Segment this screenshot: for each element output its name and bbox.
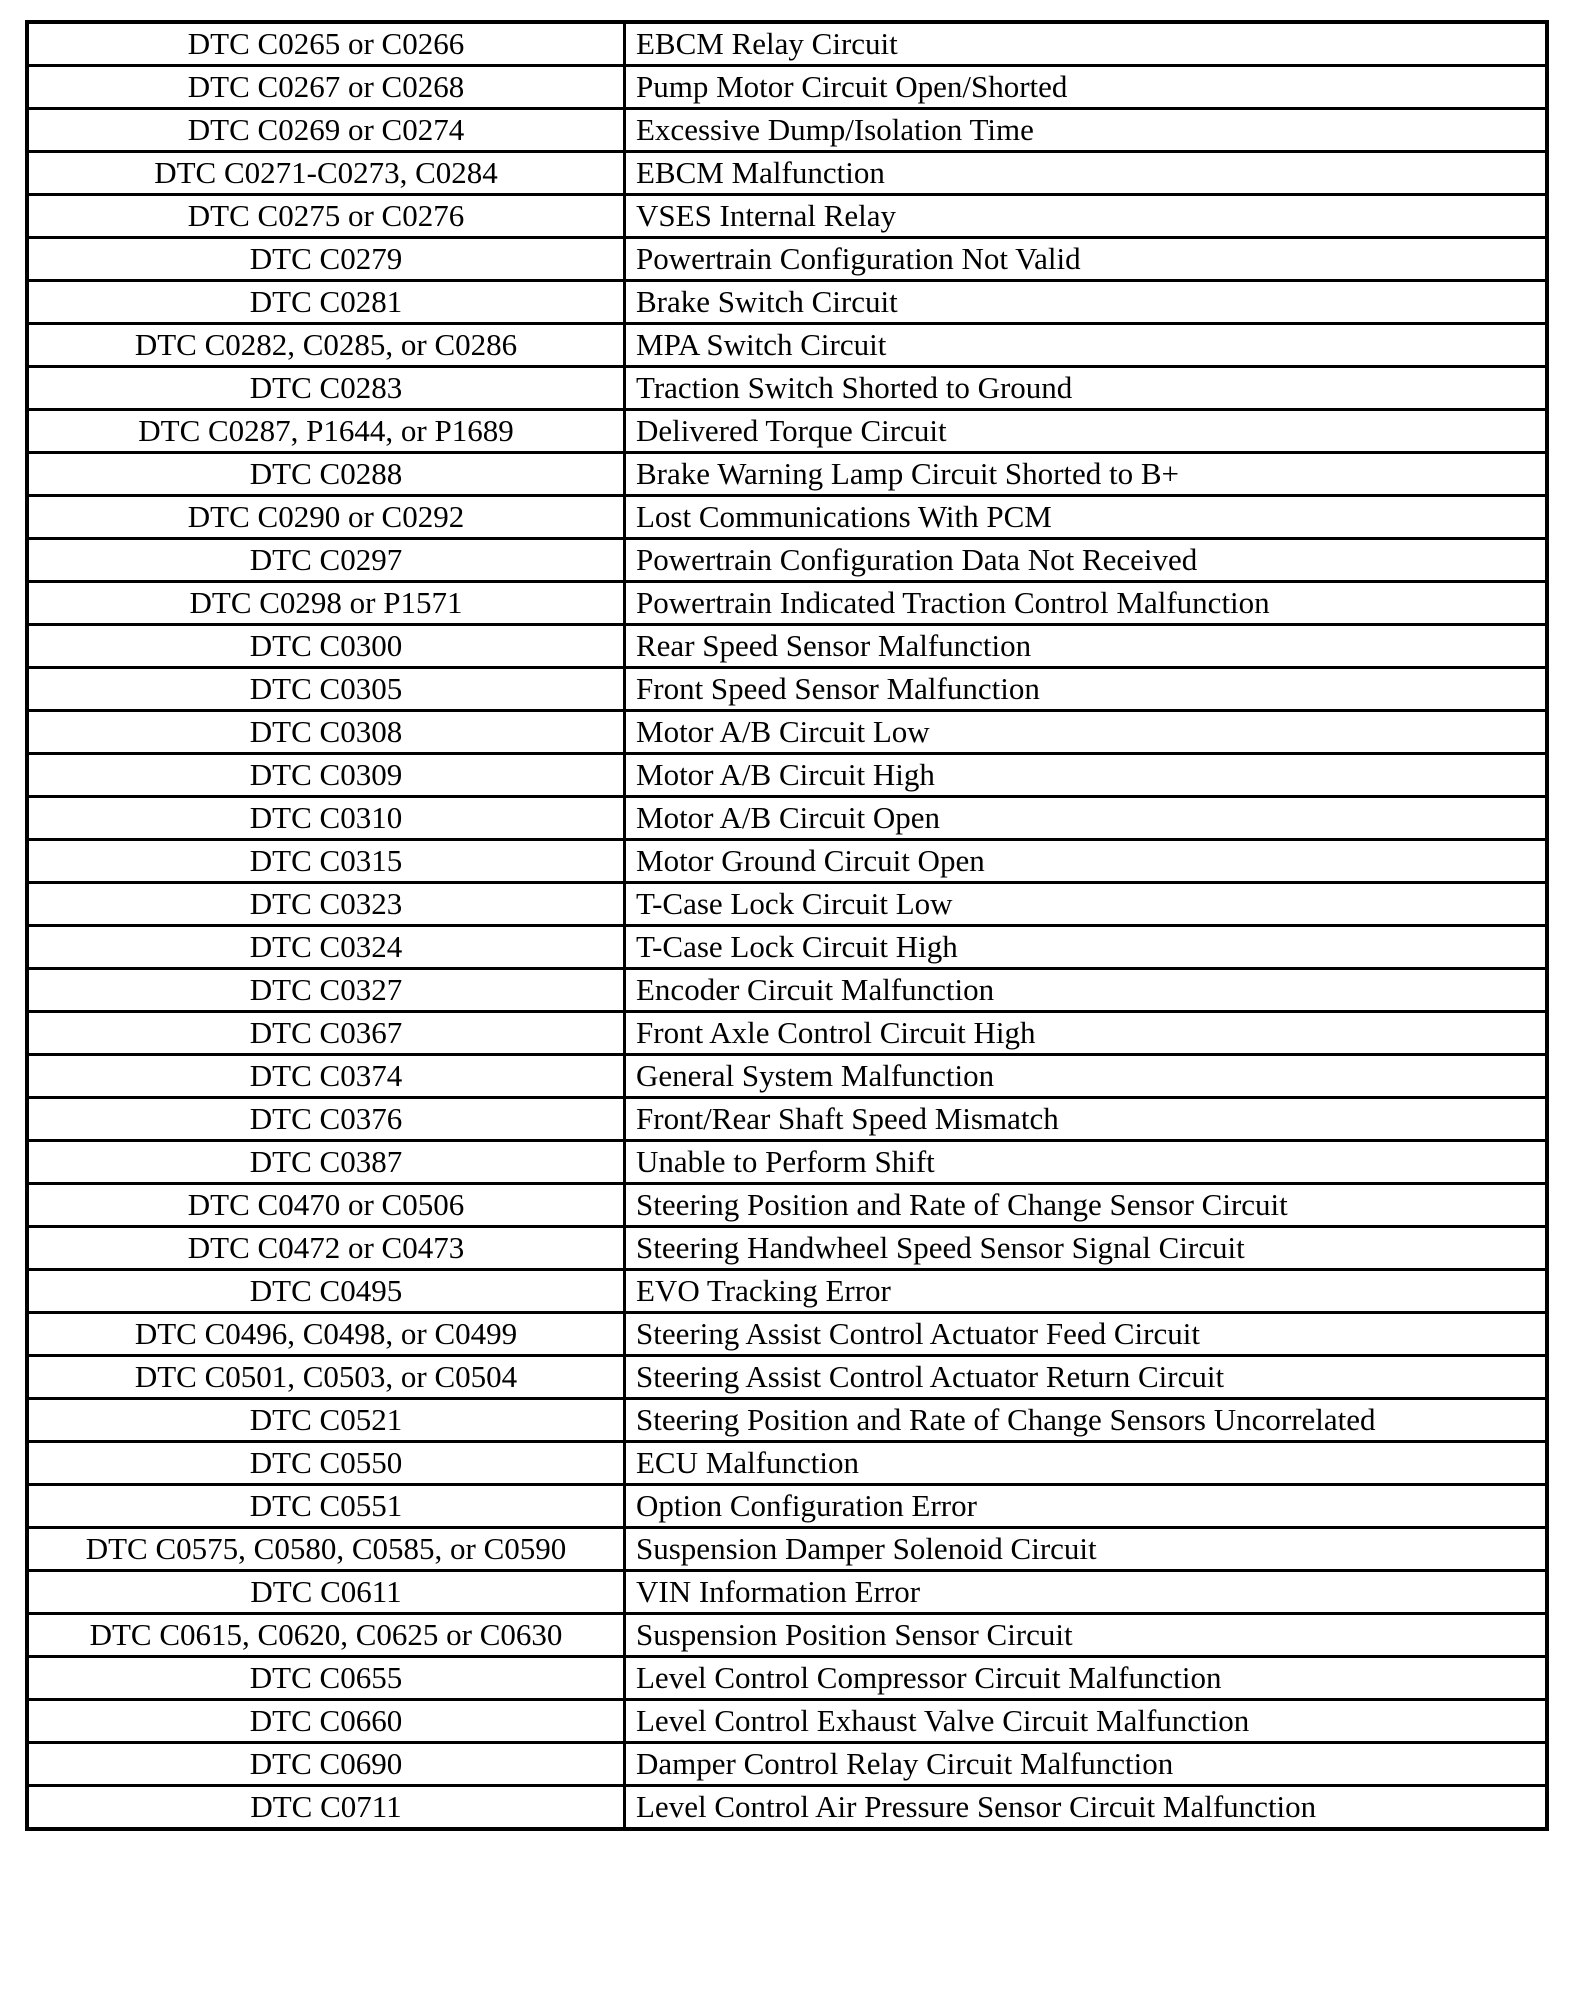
- table-row: [27, 281, 1547, 324]
- dtc-code-cell: DTC C0298 or P1571: [27, 582, 625, 625]
- table-row: [27, 625, 1547, 668]
- dtc-code-cell: DTC C0690: [27, 1743, 625, 1786]
- table-row: [27, 1227, 1547, 1270]
- dtc-code-cell: DTC C0288: [27, 453, 625, 496]
- table-row: [27, 840, 1547, 883]
- dtc-description-cell: T-Case Lock Circuit Low: [625, 883, 1548, 926]
- dtc-code-cell: DTC C0551: [27, 1485, 625, 1528]
- dtc-description-cell: Steering Position and Rate of Change Sensor Circuit: [625, 1184, 1548, 1227]
- table-row: [27, 1614, 1547, 1657]
- dtc-description-cell: Steering Assist Control Actuator Feed Circuit: [625, 1313, 1548, 1356]
- dtc-description-cell: T-Case Lock Circuit High: [625, 926, 1548, 969]
- table-row: [27, 1141, 1547, 1184]
- dtc-code-cell: DTC C0501, C0503, or C0504: [27, 1356, 625, 1399]
- dtc-description-cell: Front Speed Sensor Malfunction: [625, 668, 1548, 711]
- dtc-code-cell: DTC C0275 or C0276: [27, 195, 625, 238]
- dtc-description-cell: Steering Handwheel Speed Sensor Signal Circuit: [625, 1227, 1548, 1270]
- dtc-code-cell: DTC C0281: [27, 281, 625, 324]
- dtc-code-cell: DTC C0496, C0498, or C0499: [27, 1313, 625, 1356]
- table-row: [27, 754, 1547, 797]
- dtc-code-cell: DTC C0611: [27, 1571, 625, 1614]
- table-row: [27, 969, 1547, 1012]
- dtc-description-cell: Powertrain Configuration Not Valid: [625, 238, 1548, 281]
- dtc-description-cell: Powertrain Configuration Data Not Received: [625, 539, 1548, 582]
- table-row: [27, 1571, 1547, 1614]
- dtc-description-cell: Level Control Compressor Circuit Malfunction: [625, 1657, 1548, 1700]
- dtc-description-cell: EVO Tracking Error: [625, 1270, 1548, 1313]
- dtc-code-cell: DTC C0327: [27, 969, 625, 1012]
- dtc-description-cell: Steering Position and Rate of Change Sensors Uncorrelated: [625, 1399, 1548, 1442]
- table-row: [27, 1743, 1547, 1786]
- table-row: [27, 1700, 1547, 1743]
- dtc-code-cell: DTC C0324: [27, 926, 625, 969]
- dtc-code-cell: DTC C0323: [27, 883, 625, 926]
- table-row: [27, 1657, 1547, 1700]
- table-row: [27, 367, 1547, 410]
- dtc-description-cell: Steering Assist Control Actuator Return Circuit: [625, 1356, 1548, 1399]
- table-row: [27, 1055, 1547, 1098]
- table-row: [27, 1399, 1547, 1442]
- dtc-code-cell: DTC C0282, C0285, or C0286: [27, 324, 625, 367]
- table-row: [27, 539, 1547, 582]
- dtc-code-cell: DTC C0271-C0273, C0284: [27, 152, 625, 195]
- table-row: [27, 195, 1547, 238]
- dtc-description-cell: Lost Communications With PCM: [625, 496, 1548, 539]
- dtc-description-cell: Unable to Perform Shift: [625, 1141, 1548, 1184]
- table-row: [27, 1012, 1547, 1055]
- dtc-description-cell: Damper Control Relay Circuit Malfunction: [625, 1743, 1548, 1786]
- dtc-table: [25, 20, 1549, 1831]
- dtc-code-cell: DTC C0655: [27, 1657, 625, 1700]
- dtc-description-cell: VIN Information Error: [625, 1571, 1548, 1614]
- dtc-description-cell: Level Control Air Pressure Sensor Circuit Malfunction: [625, 1786, 1548, 1830]
- dtc-description-cell: Powertrain Indicated Traction Control Malfunction: [625, 582, 1548, 625]
- dtc-description-cell: Level Control Exhaust Valve Circuit Malfunction: [625, 1700, 1548, 1743]
- dtc-description-cell: Delivered Torque Circuit: [625, 410, 1548, 453]
- dtc-code-cell: DTC C0367: [27, 1012, 625, 1055]
- table-row: [27, 238, 1547, 281]
- table-row: [27, 1184, 1547, 1227]
- dtc-code-cell: DTC C0297: [27, 539, 625, 582]
- table-row: [27, 324, 1547, 367]
- dtc-code-cell: DTC C0283: [27, 367, 625, 410]
- table-row: [27, 883, 1547, 926]
- table-row: [27, 1786, 1547, 1830]
- dtc-code-cell: DTC C0309: [27, 754, 625, 797]
- dtc-description-cell: Encoder Circuit Malfunction: [625, 969, 1548, 1012]
- table-row: [27, 66, 1547, 109]
- dtc-description-cell: Pump Motor Circuit Open/Shorted: [625, 66, 1548, 109]
- dtc-code-cell: DTC C0300: [27, 625, 625, 668]
- dtc-description-cell: VSES Internal Relay: [625, 195, 1548, 238]
- dtc-code-cell: DTC C0521: [27, 1399, 625, 1442]
- dtc-description-cell: Option Configuration Error: [625, 1485, 1548, 1528]
- dtc-code-cell: DTC C0279: [27, 238, 625, 281]
- dtc-description-cell: MPA Switch Circuit: [625, 324, 1548, 367]
- table-row: [27, 797, 1547, 840]
- dtc-description-cell: Front Axle Control Circuit High: [625, 1012, 1548, 1055]
- dtc-code-cell: DTC C0305: [27, 668, 625, 711]
- table-row: [27, 926, 1547, 969]
- table-row: [27, 410, 1547, 453]
- table-row: [27, 1442, 1547, 1485]
- dtc-description-cell: Traction Switch Shorted to Ground: [625, 367, 1548, 410]
- table-row: [27, 668, 1547, 711]
- dtc-code-cell: DTC C0495: [27, 1270, 625, 1313]
- dtc-code-cell: DTC C0265 or C0266: [27, 22, 625, 66]
- dtc-description-cell: EBCM Malfunction: [625, 152, 1548, 195]
- dtc-description-cell: Motor A/B Circuit Open: [625, 797, 1548, 840]
- dtc-description-cell: Excessive Dump/Isolation Time: [625, 109, 1548, 152]
- dtc-code-cell: DTC C0660: [27, 1700, 625, 1743]
- dtc-code-cell: DTC C0267 or C0268: [27, 66, 625, 109]
- table-row: [27, 453, 1547, 496]
- dtc-description-cell: General System Malfunction: [625, 1055, 1548, 1098]
- dtc-code-cell: DTC C0290 or C0292: [27, 496, 625, 539]
- table-row: [27, 1313, 1547, 1356]
- dtc-table-body: [27, 22, 1547, 1829]
- dtc-code-cell: DTC C0315: [27, 840, 625, 883]
- table-row: [27, 1356, 1547, 1399]
- dtc-code-cell: DTC C0376: [27, 1098, 625, 1141]
- table-row: [27, 711, 1547, 754]
- table-row: [27, 1098, 1547, 1141]
- dtc-code-cell: DTC C0711: [27, 1786, 625, 1830]
- table-row: [27, 109, 1547, 152]
- dtc-code-cell: DTC C0470 or C0506: [27, 1184, 625, 1227]
- dtc-description-cell: Brake Switch Circuit: [625, 281, 1548, 324]
- table-row: [27, 22, 1547, 66]
- dtc-code-cell: DTC C0374: [27, 1055, 625, 1098]
- dtc-description-cell: EBCM Relay Circuit: [625, 22, 1548, 66]
- table-row: [27, 1270, 1547, 1313]
- dtc-code-cell: DTC C0308: [27, 711, 625, 754]
- dtc-code-cell: DTC C0287, P1644, or P1689: [27, 410, 625, 453]
- dtc-code-cell: DTC C0310: [27, 797, 625, 840]
- table-row: [27, 582, 1547, 625]
- dtc-code-cell: DTC C0387: [27, 1141, 625, 1184]
- dtc-description-cell: Suspension Damper Solenoid Circuit: [625, 1528, 1548, 1571]
- table-row: [27, 1528, 1547, 1571]
- dtc-code-cell: DTC C0550: [27, 1442, 625, 1485]
- dtc-description-cell: Motor A/B Circuit Low: [625, 711, 1548, 754]
- table-row: [27, 152, 1547, 195]
- dtc-code-cell: DTC C0575, C0580, C0585, or C0590: [27, 1528, 625, 1571]
- dtc-description-cell: ECU Malfunction: [625, 1442, 1548, 1485]
- dtc-code-cell: DTC C0472 or C0473: [27, 1227, 625, 1270]
- dtc-description-cell: Suspension Position Sensor Circuit: [625, 1614, 1548, 1657]
- dtc-description-cell: Rear Speed Sensor Malfunction: [625, 625, 1548, 668]
- dtc-description-cell: Front/Rear Shaft Speed Mismatch: [625, 1098, 1548, 1141]
- table-row: [27, 1485, 1547, 1528]
- dtc-code-cell: DTC C0615, C0620, C0625 or C0630: [27, 1614, 625, 1657]
- dtc-description-cell: Motor Ground Circuit Open: [625, 840, 1548, 883]
- dtc-description-cell: Motor A/B Circuit High: [625, 754, 1548, 797]
- dtc-code-cell: DTC C0269 or C0274: [27, 109, 625, 152]
- table-row: [27, 496, 1547, 539]
- dtc-description-cell: Brake Warning Lamp Circuit Shorted to B+: [625, 453, 1548, 496]
